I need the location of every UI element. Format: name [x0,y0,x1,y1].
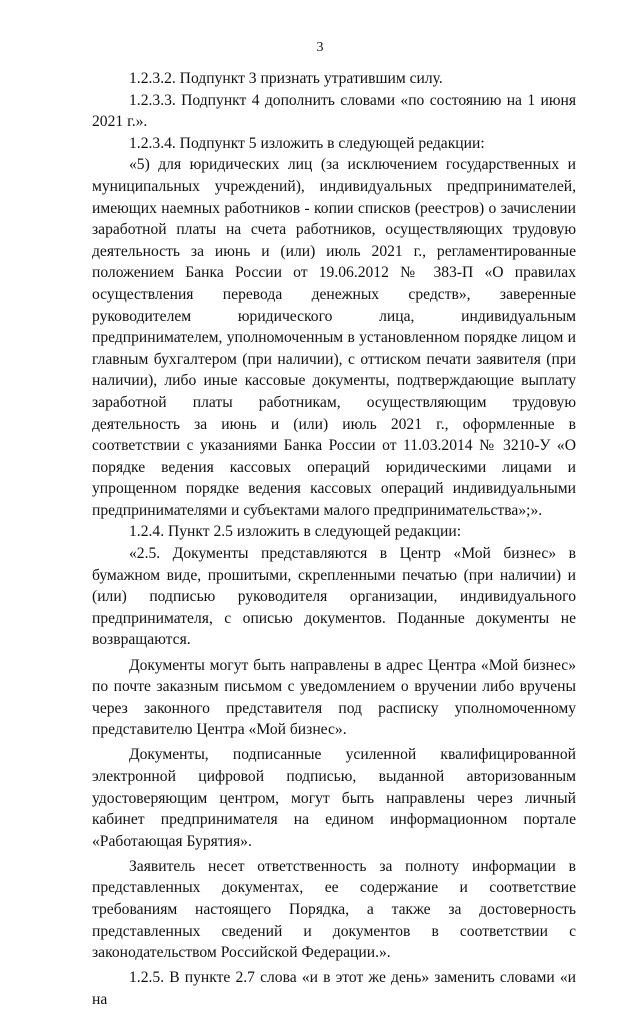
paragraph-1-2-3-3: 1.2.3.3. Подпункт 4 дополнить словами «по состоянию на 1 июня 2021 г.». [92,91,576,131]
paragraph-subpoint-5-text: «5) для юридических лиц (за исключением государственных и муниципальных учреждений), индивидуальных предпринимателей, имеющих наемных работников - копии списков (реестров) о зачислении заработной платы на счета работников, осуществляющих трудовую деятельность за июнь и (или) июль 2021 г., регламентированные положением Банка России от 19.06.2012 № 383-П «О правилах осуществления перевода денежных средств», заверенные руководителем юридического лица, индивидуальным предпринимателем, уполномоченным в установленном порядке лицом и главным бухгалтером (при наличии), с оттиском печати заявителя (при наличии), либо иные кассовые документы, подтверждающие выплату заработной платы работникам, осуществляющим трудовую деятельность за июнь и (или) июль 2021 г., оформленные в соответствии с указаниями Банка России от 11.03.2014 № 3210-У «О порядке ведения кассовых операций юридическими лицами и упрощенном порядке ведения кассовых операций индивидуальными предпринимателями и субъектами малого предпринимательства»;». [92,156,576,519]
paragraph-1-2-4: 1.2.4. Пункт 2.5 изложить в следующей редакции: [129,523,462,541]
paragraph-electronic-signature: Документы, подписанные усиленной квалифицированной электронной цифровой подписью, выданной авторизованным удостоверяющим центром, могут быть направлены через личный кабинет предпринимателя на едином информационном портале «Работающая Бурятия». [92,746,576,850]
paragraph-1-2-3-2: 1.2.3.2. Подпункт 3 признать утратившим силу. [129,70,443,87]
paragraph-1-2-5: 1.2.5. В пункте 2.7 слова «и в этот же день» заменить словами «и на [92,969,576,1008]
paragraph-mail-delivery: Документы могут быть направлены в адрес Центра «Мой бизнес» по почте заказным письмом с уведомлением о вручении либо вручены через законного представителя под расписку уполномоченному представителю Центра «Мой бизнес». [92,656,576,739]
paragraph-applicant-responsibility: Заявитель несет ответственность за полноту информации в представленных документах, ее содержание и соответствие требованиям настоящего Порядка, а также за достоверность представленных сведений и документов в соответствии с законодательством Российской Федерации.». [92,857,576,962]
page-number: 3 [316,40,324,55]
document-body [92,68,576,1011]
paragraph-1-2-3-4: 1.2.3.4. Подпункт 5 изложить в следующей редакции: [129,134,485,152]
paragraph-2-5-text: «2.5. Документы представляются в Центр «Мой бизнес» в бумажном виде, прошитыми, скрепленными печатью (при наличии) и (или) подписью руководителя организации, индивидуального предпринимателя, с описью документов. Поданные документы не возвращаются. [92,545,576,649]
